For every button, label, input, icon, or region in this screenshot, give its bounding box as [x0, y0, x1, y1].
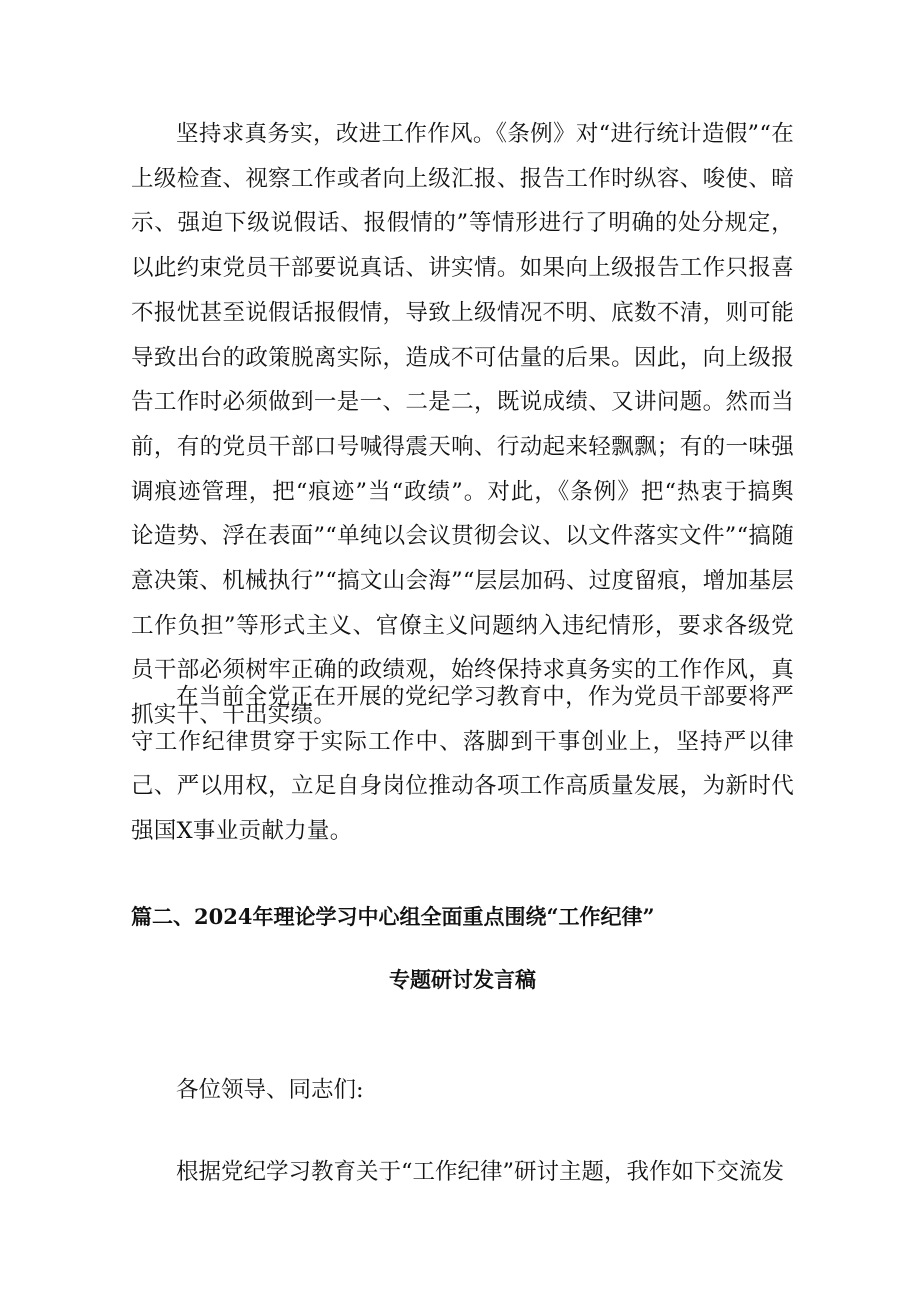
section-subheading: 专题研讨发言稿: [389, 967, 536, 992]
body-paragraph: 在当前全党正在开展的党纪学习教育中，作为党员干部要将严守工作纪律贯穿于实际工作中、落脚到干事创业上，坚持严以律己、严以用权，立足自身岗位推动各项工作高质量发展，为新时代强国X事业贡献力量。: [131, 684, 794, 845]
greeting: 各位领导、同志们:: [176, 1077, 364, 1103]
section-heading: 篇二、2024年理论学习中心组全面重点围绕“工作纪律”: [131, 904, 655, 929]
intro-line: 根据党纪学习教育关于“工作纪律”研讨主题，我作如下交流发: [176, 1159, 785, 1185]
body-paragraph: 坚持求真务实，改进工作作风。《条例》对“进行统计造假”“在上级检查、视察工作或者向上级汇报、报告工作时纵容、唆使、暗示、强迫下级说假话、报假情的”等情形进行了明确的处分规定，以此约束党员干部要说真话、讲实情。如果向上级报告工作只报喜不报忧甚至说假话报假情，导致上级情况不明、底数不清，则可能导致出台的政策脱离实际，造成不可估量的后果。因此，向上级报告工作时必须做到一是一、二是二，既说成绩、又讲问题。然而当前，有的党员干部口号喊得震天响、行动起来轻飘飘；有的一味强调痕迹管理，把“痕迹”当“政绩”。对此，《条例》把“热衷于搞舆论造势、浮在表面”“单纯以会议贯彻会议、以文件落实文件”“搞随意决策、机械执行”“搞文山会海”“层层加码、过度留痕，增加基层工作负担”等形式主义、官僚主义问题纳入违纪情形，要求各级党员干部必须树牢正确的政绩观，始终保持求真务实的工作作风，真抓实干、干出实绩。: [131, 121, 794, 729]
